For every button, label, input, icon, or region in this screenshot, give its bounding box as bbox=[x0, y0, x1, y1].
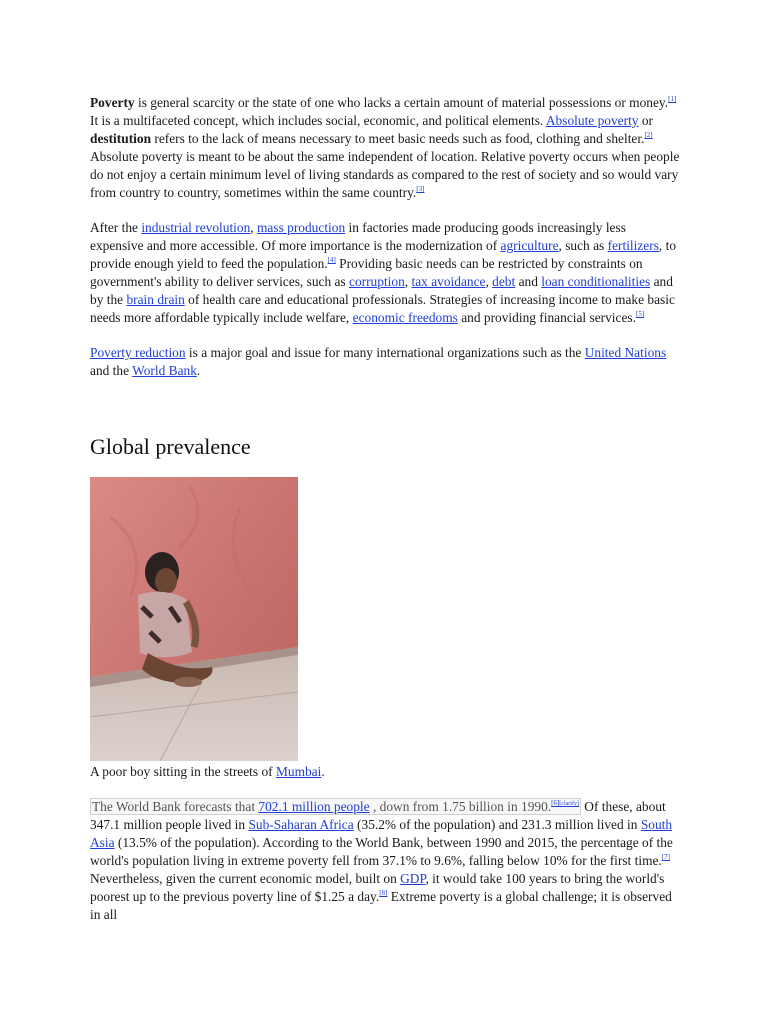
photo-illustration bbox=[90, 477, 298, 761]
citation-6[interactable]: [6] bbox=[551, 799, 560, 807]
link-mumbai[interactable]: Mumbai bbox=[275, 764, 322, 779]
article-body bbox=[90, 94, 682, 380]
link-south-asia[interactable]: South Asia bbox=[90, 817, 673, 850]
link-702-million-people[interactable]: 702.1 million people bbox=[258, 799, 370, 814]
citation-1[interactable]: [1] bbox=[668, 95, 677, 103]
link-tax-avoidance[interactable]: tax avoidance bbox=[411, 274, 486, 289]
world-bank-paragraph-wrap bbox=[90, 798, 684, 924]
link-debt[interactable]: debt bbox=[492, 274, 516, 289]
poor-boy-photo bbox=[90, 477, 298, 761]
link-world-bank[interactable]: World Bank bbox=[132, 363, 197, 378]
link-corruption[interactable]: corruption bbox=[349, 274, 405, 289]
world-bank-paragraph: The World Bank forecasts that 702.1 million people , down from 1.75 billion in 1990.[6][clarify] Of these, about 347.1 million people lived in Sub-Saharan Africa (35.2% of the population) and 231.3 million lived in South Asia (13.5% of the population). According to the World Bank, between 1990 and 2015, the percentage of the world's population living in extreme poverty fell from 37.1% to 9.6%, falling below 10% for the first time.[7] Nevertheless, given the current economic model, built on GDP, it would take 100 years to bring the world's poorest up to the previous poverty line of $1.25 a day.[8] Extreme poverty is a global challenge; it is observed in all bbox=[90, 799, 673, 922]
link-gdp[interactable]: GDP bbox=[400, 871, 426, 886]
link-sub-saharan-africa[interactable]: Sub-Saharan Africa bbox=[248, 817, 354, 832]
reduction-paragraph: Poverty reduction is a major goal and issue for many international organizations such as the United Nations and the World Bank. bbox=[90, 345, 667, 378]
citation-2[interactable]: [2] bbox=[644, 131, 653, 139]
link-industrial-revolution[interactable]: industrial revolution bbox=[141, 220, 251, 235]
link-absolute-poverty[interactable]: Absolute poverty bbox=[545, 113, 639, 128]
link-mass-production[interactable]: mass production bbox=[257, 220, 346, 235]
link-loan-conditionalities[interactable]: loan conditionalities bbox=[541, 274, 651, 289]
link-poverty-reduction[interactable]: Poverty reduction bbox=[90, 345, 186, 360]
citation-5[interactable]: [5] bbox=[635, 310, 645, 318]
term-destitution: destitution bbox=[90, 131, 152, 146]
link-fertilizers[interactable]: fertilizers bbox=[607, 238, 659, 253]
citation-7[interactable]: [7] bbox=[661, 853, 670, 861]
citation-3[interactable]: [3] bbox=[416, 185, 425, 193]
intro-paragraph: Poverty is general scarcity or the state of one who lacks a certain amount of material possessions or money.[1] It is a multifaceted concept, which includes social, economic, and political elements. Absolute poverty or destitution refers to the lack of means necessary to meet basic needs such as food, clothing and shelter.[2] Absolute poverty is meant to be about the same independent of location. Relative poverty occurs when people do not enjoy a certain minimum level of living standards as compared to the rest of society and so would vary from country to country, sometimes within the same country.[3] bbox=[90, 95, 680, 200]
link-brain-drain[interactable]: brain drain bbox=[126, 292, 185, 307]
link-economic-freedoms[interactable]: economic freedoms bbox=[352, 310, 458, 325]
history-paragraph: After the industrial revolution, mass production in factories made producing goods increasingly less expensive and more accessible. Of more importance is the modernization of agriculture, such as fertilizers, to provide enough yield to feed the population.[4] Providing basic needs can be restricted by constraints on government's ability to deliver services, such as corruption, tax avoidance, debt and loan conditionalities and by the brain drain of health care and educational professionals. Strategies of increasing income to make basic needs more affordable typically include welfare, economic freedoms and providing financial services.[5] bbox=[90, 220, 677, 325]
citation-4[interactable]: [4] bbox=[327, 256, 336, 264]
citation-8[interactable]: [8] bbox=[379, 889, 388, 897]
section-heading-global-prevalence: Global prevalence bbox=[90, 434, 251, 459]
link-united-nations[interactable]: United Nations bbox=[584, 345, 667, 360]
link-agriculture[interactable]: agriculture bbox=[500, 238, 559, 253]
highlighted-sentence: The World Bank forecasts that 702.1 million people , down from 1.75 billion in 1990.[6][clarify] bbox=[92, 799, 579, 814]
term-poverty: Poverty bbox=[90, 95, 135, 110]
clarify-tag[interactable]: [clarify] bbox=[559, 801, 579, 807]
photo-caption: A poor boy sitting in the streets of Mumbai. bbox=[90, 764, 325, 779]
